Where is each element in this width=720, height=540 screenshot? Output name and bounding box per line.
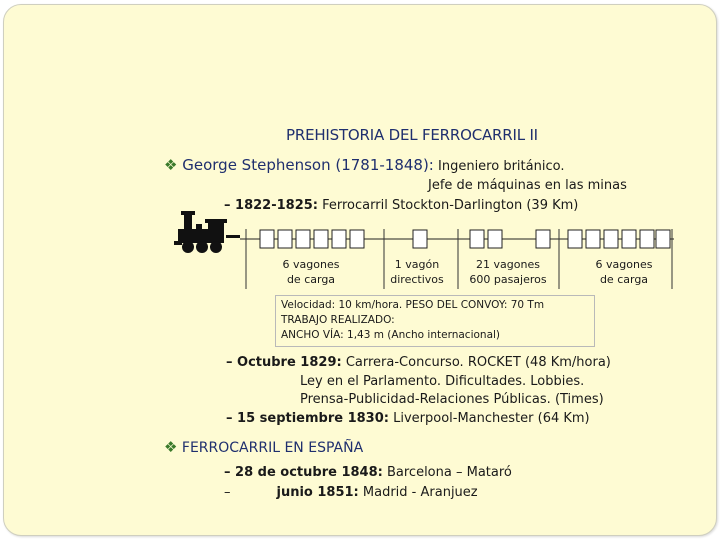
slide — [3, 4, 717, 536]
group-label-4: 6 vagones de carga — [595, 258, 653, 286]
stockton-text: Ferrocarril Stockton-Darlington (39 Km) — [317, 198, 579, 213]
liverpool-text: Liverpool-Manchester (64 Km) — [388, 411, 590, 426]
group-label-3: 21 vagones 600 pasajeros — [469, 258, 547, 286]
barcelona-text: Barcelona – Mataró — [382, 465, 512, 480]
stockton-date: – 1822-1825: — [224, 198, 318, 213]
info-box — [275, 295, 595, 347]
train-diagram — [174, 211, 674, 291]
madrid-line — [224, 485, 478, 500]
info-line-1: Velocidad: 10 km/hora. PESO DEL CONVOY: 70 Tm — [281, 299, 545, 311]
rocket-line — [226, 355, 611, 370]
group-label-1: 6 vagones de carga — [282, 258, 340, 286]
info-line-3: ANCHO VÍA: 1,43 m (Ancho internacional) — [281, 329, 501, 341]
barcelona-date: – 28 de octubre 1848: — [224, 465, 383, 480]
rocket-text: Carrera-Concurso. ROCKET (48 Km/hora) — [341, 355, 611, 370]
madrid-date: junio 1851: — [276, 485, 359, 500]
group-label-2: 1 vagón directivos — [390, 258, 444, 286]
stephenson-desc: Ingeniero británico. — [433, 159, 565, 174]
rocket-date: – Octubre 1829: — [226, 355, 342, 370]
info-line-2: TRABAJO REALIZADO: — [281, 314, 395, 326]
liverpool-date: – 15 septiembre 1830: — [226, 411, 389, 426]
diamond-bullet-icon: ❖ — [164, 156, 178, 174]
stephenson-line2: Jefe de máquinas en las minas — [428, 178, 627, 193]
locomotive-icon — [174, 211, 240, 253]
spain-heading: FERROCARRIL EN ESPAÑA — [181, 440, 364, 456]
madrid-text: Madrid - Aranjuez — [358, 485, 478, 500]
rocket-line-2: Ley en el Parlamento. Dificultades. Lobbies. — [300, 374, 585, 389]
liverpool-line — [226, 411, 590, 426]
stephenson-bullet — [164, 156, 564, 174]
barcelona-line — [224, 465, 512, 480]
spain-bullet — [164, 438, 363, 456]
madrid-dash: – — [224, 485, 231, 500]
diamond-bullet-icon: ❖ — [164, 438, 178, 456]
stephenson-name: George Stephenson (1781-1848): — [182, 156, 434, 174]
rocket-line-3: Prensa-Publicidad-Relaciones Públicas. (Times) — [300, 392, 604, 407]
slide-title: PREHISTORIA DEL FERROCARRIL II — [286, 126, 538, 144]
